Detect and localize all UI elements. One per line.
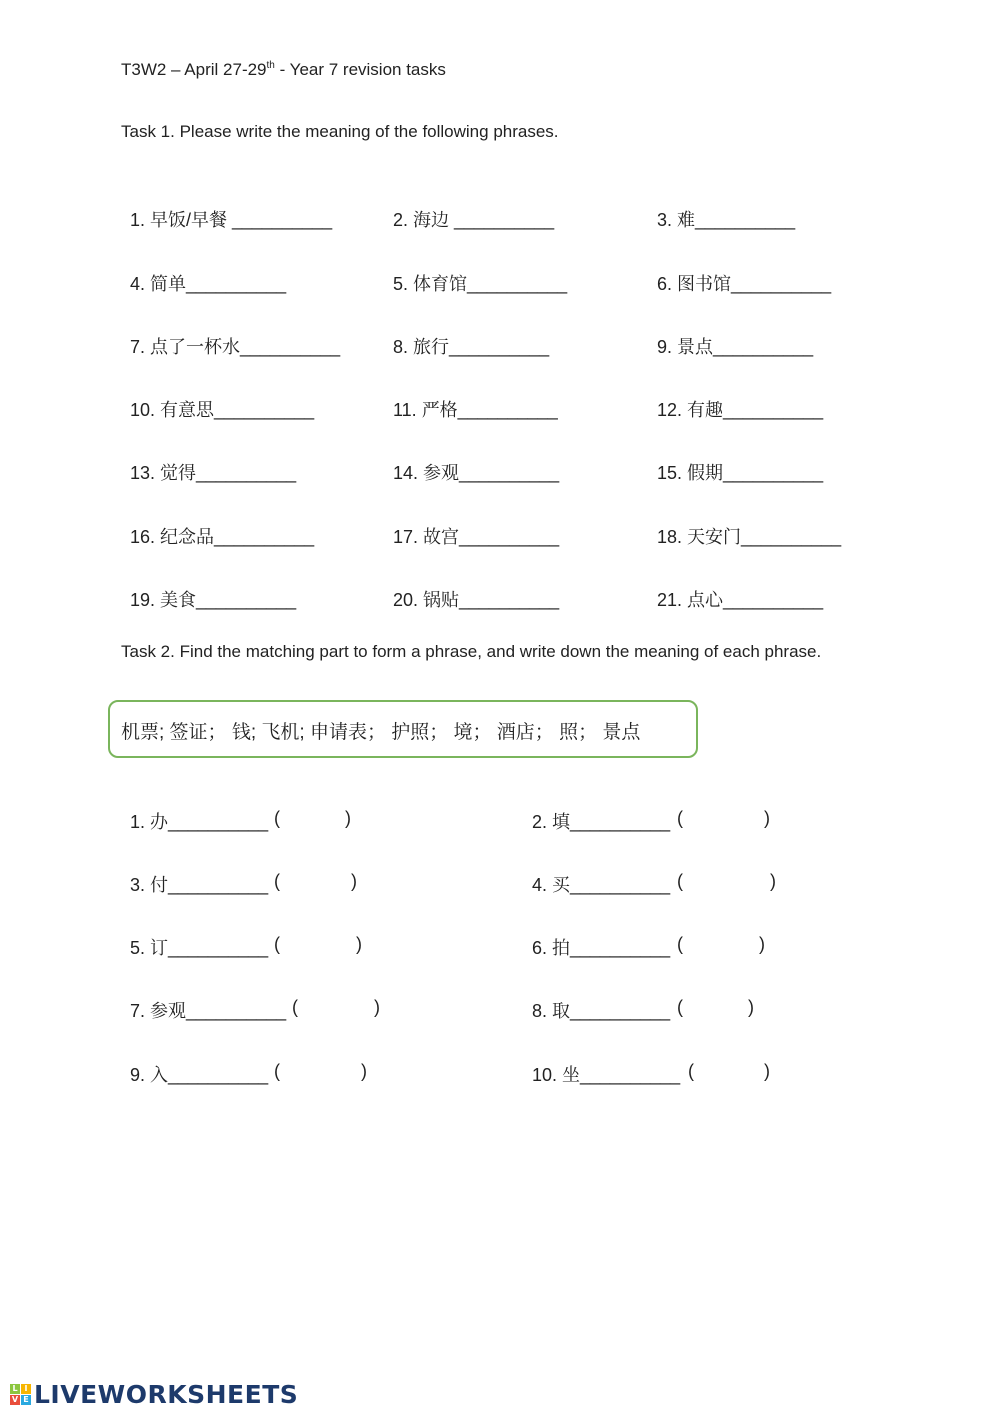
task1-item[interactable]: 20. 锅贴__________ — [393, 590, 560, 610]
task1-item[interactable]: 2. 海边 __________ — [393, 210, 555, 230]
task2-item[interactable]: 10. 坐__________ — [532, 1065, 681, 1085]
logo-text: LIVEWORKSHEETS — [34, 1380, 299, 1409]
task2-item[interactable]: 6. 拍__________ — [532, 938, 671, 958]
task1-item[interactable]: 3. 难__________ — [657, 210, 796, 230]
title-text: T3W2 – April 27-29 — [121, 60, 267, 79]
task1-item[interactable]: 11. 严格__________ — [393, 400, 558, 420]
close-paren: ) — [345, 808, 351, 828]
task2-item[interactable]: 5. 订__________ — [130, 938, 269, 958]
open-paren: ( — [274, 1061, 280, 1081]
task2-item[interactable]: 9. 入__________ — [130, 1065, 269, 1085]
close-paren: ) — [748, 997, 754, 1017]
word-bank-text: 机票; 签证； 钱; 飞机; 申请表； 护照； 境； 酒店； 照； 景点 — [121, 722, 641, 743]
task1-item[interactable]: 6. 图书馆__________ — [657, 274, 832, 294]
close-paren: ) — [770, 871, 776, 891]
close-paren: ) — [764, 1061, 770, 1081]
task1-item[interactable]: 4. 简单__________ — [130, 274, 287, 294]
liveworksheets-logo — [10, 1380, 298, 1409]
title-suffix: - Year 7 revision tasks — [274, 60, 446, 79]
task1-item[interactable]: 21. 点心__________ — [657, 590, 824, 610]
task1-item[interactable]: 18. 天安门__________ — [657, 527, 842, 547]
task2-item[interactable]: 1. 办__________ — [130, 812, 269, 832]
task2-item[interactable]: 3. 付__________ — [130, 875, 269, 895]
open-paren: ( — [688, 1061, 694, 1081]
task1-item[interactable]: 1. 早饭/早餐 __________ — [130, 210, 333, 230]
task1-item[interactable]: 7. 点了一杯水__________ — [130, 337, 341, 357]
task1-item[interactable]: 19. 美食__________ — [130, 590, 297, 610]
task1-item[interactable]: 16. 纪念品__________ — [130, 527, 315, 547]
logo-letter: E — [21, 1395, 31, 1405]
task1-item[interactable]: 9. 景点__________ — [657, 337, 814, 357]
task2-item[interactable]: 4. 买__________ — [532, 875, 671, 895]
logo-letter: L — [10, 1384, 20, 1394]
open-paren: ( — [677, 934, 683, 954]
open-paren: ( — [274, 871, 280, 891]
open-paren: ( — [274, 934, 280, 954]
close-paren: ) — [356, 934, 362, 954]
task2-item[interactable]: 2. 填__________ — [532, 812, 671, 832]
logo-letter: V — [11, 1395, 19, 1404]
logo-icon — [10, 1384, 31, 1405]
task2-item[interactable]: 8. 取__________ — [532, 1001, 671, 1021]
task1-item[interactable]: 15. 假期__________ — [657, 463, 824, 483]
task1-instruction: Task 1. Please write the meaning of the following phrases. — [121, 122, 559, 141]
task2-instruction: Task 2. Find the matching part to form a phrase, and write down the meaning of each phrase. — [121, 642, 822, 661]
close-paren: ) — [764, 808, 770, 828]
open-paren: ( — [677, 871, 683, 891]
close-paren: ) — [759, 934, 765, 954]
task1-item[interactable]: 5. 体育馆__________ — [393, 274, 568, 294]
task1-item[interactable]: 12. 有趣__________ — [657, 400, 824, 420]
task1-item[interactable]: 17. 故宫__________ — [393, 527, 560, 547]
task1-item[interactable]: 8. 旅行__________ — [393, 337, 550, 357]
task1-item[interactable]: 13. 觉得__________ — [130, 463, 297, 483]
title-superscript: th — [266, 60, 275, 71]
logo-letter: I — [21, 1384, 31, 1394]
open-paren: ( — [677, 808, 683, 828]
close-paren: ) — [374, 997, 380, 1017]
task1-item[interactable]: 10. 有意思__________ — [130, 400, 315, 420]
worksheet-title — [121, 60, 446, 80]
open-paren: ( — [274, 808, 280, 828]
task1-item[interactable]: 14. 参观__________ — [393, 463, 560, 483]
task2-item[interactable]: 7. 参观__________ — [130, 1001, 287, 1021]
close-paren: ) — [351, 871, 357, 891]
open-paren: ( — [677, 997, 683, 1017]
close-paren: ) — [361, 1061, 367, 1081]
open-paren: ( — [292, 997, 298, 1017]
